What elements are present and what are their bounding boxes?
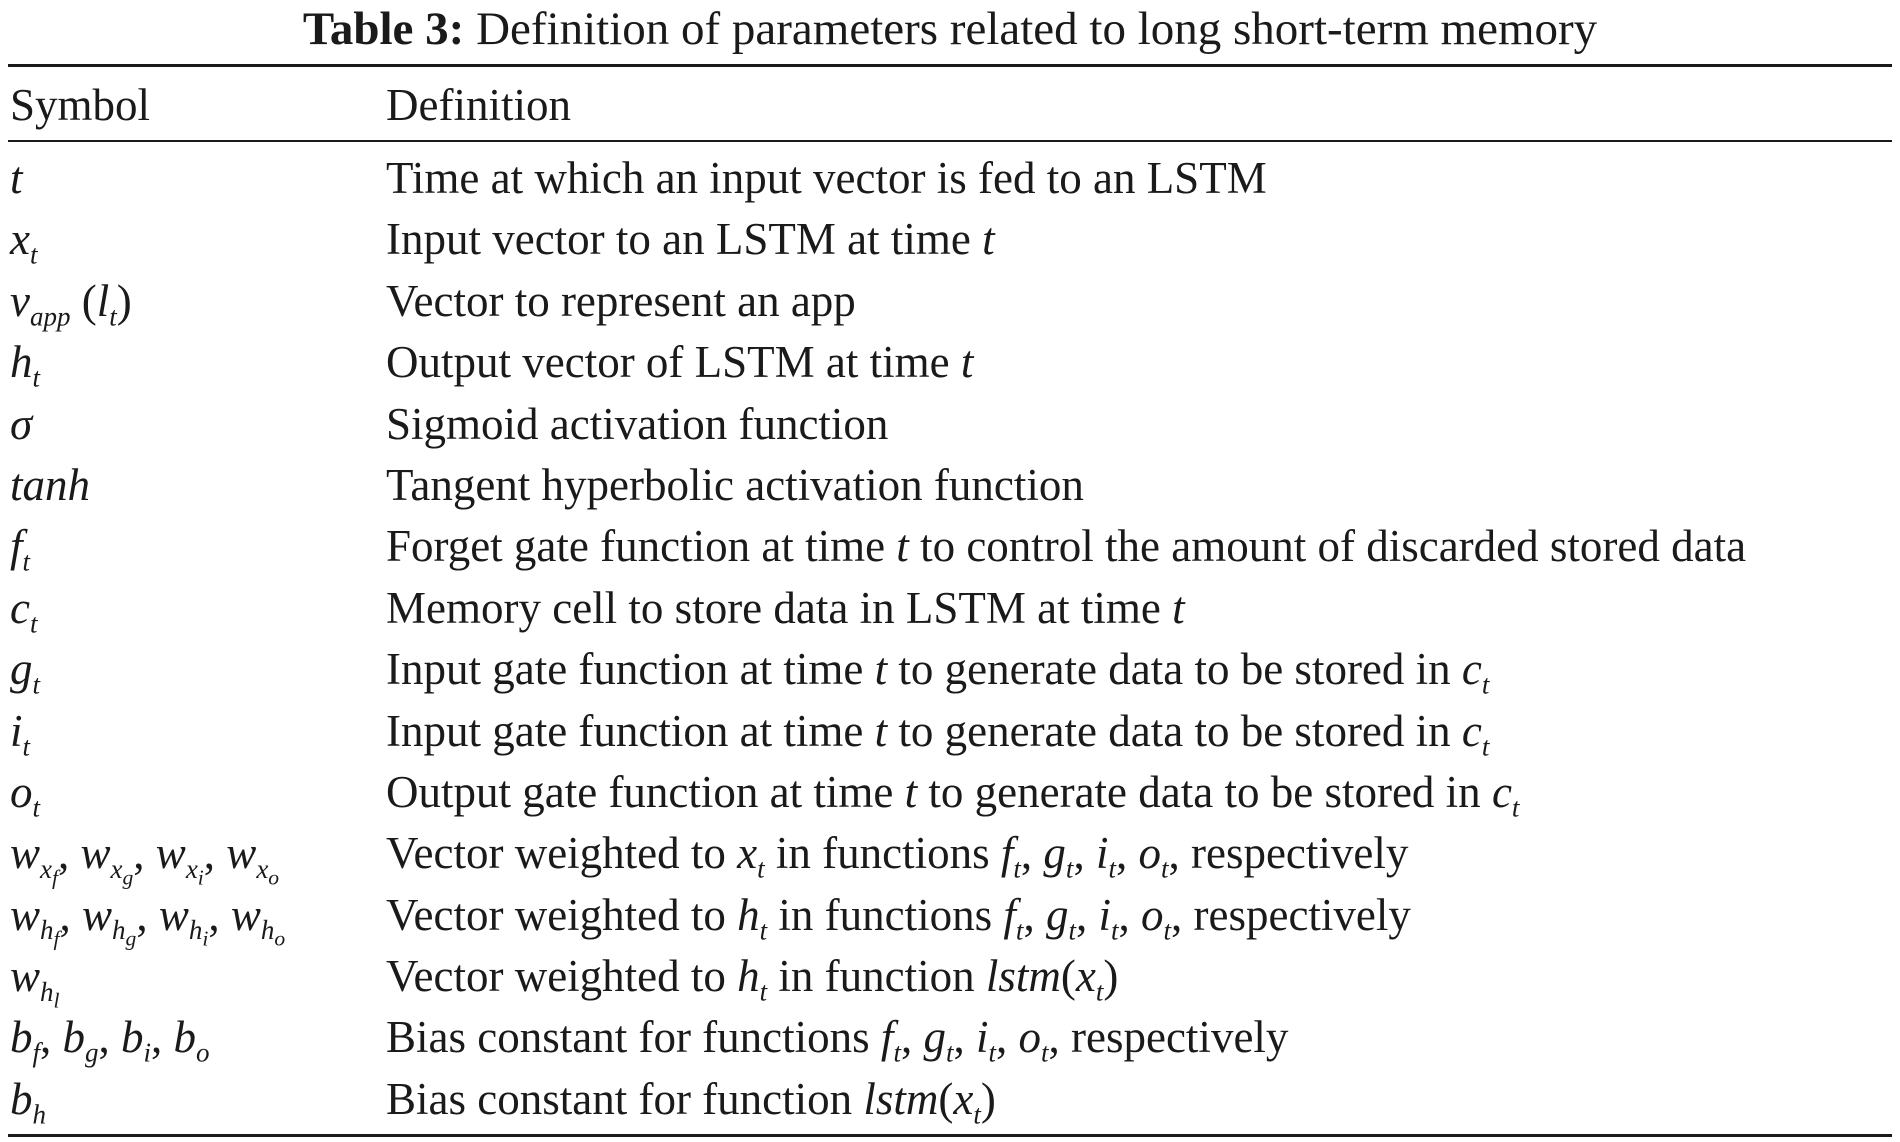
symbol-cell: $b_h$ <box>10 1073 46 1130</box>
definition-cell: Memory cell to store data in LSTM at time t <box>386 582 1185 633</box>
definition-cell: Time at which an input vector is fed to an LSTM <box>386 153 1267 203</box>
table-row <box>0 516 1900 577</box>
table-body <box>0 148 1900 1130</box>
table-row <box>0 946 1900 1012</box>
definition-cell: Bias constant for function $lstm(x_t)$ <box>386 1073 996 1130</box>
definition-cell: Input gate function at time t to generate data to be stored in $c_t$ <box>386 644 1490 700</box>
definition-cell: Output vector of LSTM at time t <box>386 337 974 388</box>
table-row <box>0 701 1900 762</box>
header-rule <box>8 140 1892 142</box>
definition-cell: Sigmoid activation function <box>386 398 889 449</box>
table-row <box>0 639 1900 700</box>
symbol-cell: $g_t$ <box>10 644 41 700</box>
definition-cell: Tangent hyperbolic activation function <box>386 459 1084 510</box>
symbol-cell: $c_t$ <box>10 582 38 639</box>
table-caption <box>0 2 1900 56</box>
table-row <box>0 148 1900 209</box>
column-header-definition: Definition <box>386 80 571 130</box>
definition-cell: Input gate function at time t to generate data to be stored in $c_t$ <box>386 705 1490 761</box>
table-row <box>0 762 1900 823</box>
symbol-cell: tanh <box>10 459 91 510</box>
table-row <box>0 455 1900 516</box>
table-row <box>0 823 1900 890</box>
top-rule <box>8 64 1892 67</box>
symbol-cell: $w_{h_f}$, $w_{h_g}$, $w_{h_i}$, $w_{h_o}$ <box>10 889 286 951</box>
table-header-row <box>0 76 1900 134</box>
definition-cell: Vector weighted to $x_t$ in functions $f_t$, $g_t$, $i_t$, $o_t$, respectively <box>386 828 1409 884</box>
bottom-rule <box>8 1134 1892 1137</box>
symbol-cell: $i_t$ <box>10 705 31 761</box>
table-row <box>0 885 1900 951</box>
symbol-cell: $f_t$ <box>10 521 31 577</box>
symbol-cell: σ <box>10 398 33 449</box>
table-caption-label: Table 3: <box>302 3 465 55</box>
symbol-cell: $o_t$ <box>10 766 41 823</box>
table-row <box>0 271 1900 332</box>
definition-cell: Output gate function at time t to generate data to be stored in $c_t$ <box>386 766 1520 823</box>
symbol-cell: $w_{h_l}$ <box>10 951 60 1012</box>
symbol-cell: $v_{app}$ $(l_t)$ <box>10 275 132 332</box>
table-row <box>0 1069 1900 1130</box>
column-header-symbol: Symbol <box>10 80 151 130</box>
table-row <box>0 1007 1900 1068</box>
table-row <box>0 394 1900 455</box>
symbol-cell: $b_f$, $b_g$, $b_i$, $b_o$ <box>10 1012 210 1068</box>
table-row <box>0 332 1900 393</box>
table-caption-text: Definition of parameters related to long short-term memory <box>476 3 1598 55</box>
definition-cell: Vector weighted to $h_t$ in functions $f_t$, $g_t$, $i_t$, $o_t$, respectively <box>386 889 1411 946</box>
symbol-cell: t <box>10 153 23 203</box>
symbol-cell: $h_t$ <box>10 337 41 393</box>
symbol-cell: $x_t$ <box>10 214 38 270</box>
table-row <box>0 209 1900 270</box>
symbol-cell: $w_{x_f}$, $w_{x_g}$, $w_{x_i}$, $w_{x_o}$ <box>10 828 280 890</box>
table-row <box>0 578 1900 639</box>
definition-cell: Vector weighted to $h_t$ in function $lstm(x_t)$ <box>386 951 1119 1007</box>
definition-cell: Input vector to an LSTM at time t <box>386 214 995 265</box>
definition-cell: Forget gate function at time t to control the amount of discarded stored data <box>386 521 1747 572</box>
definition-cell: Bias constant for functions $f_t$, $g_t$, $i_t$, $o_t$, respectively <box>386 1012 1289 1068</box>
definition-cell: Vector to represent an app <box>386 275 856 326</box>
